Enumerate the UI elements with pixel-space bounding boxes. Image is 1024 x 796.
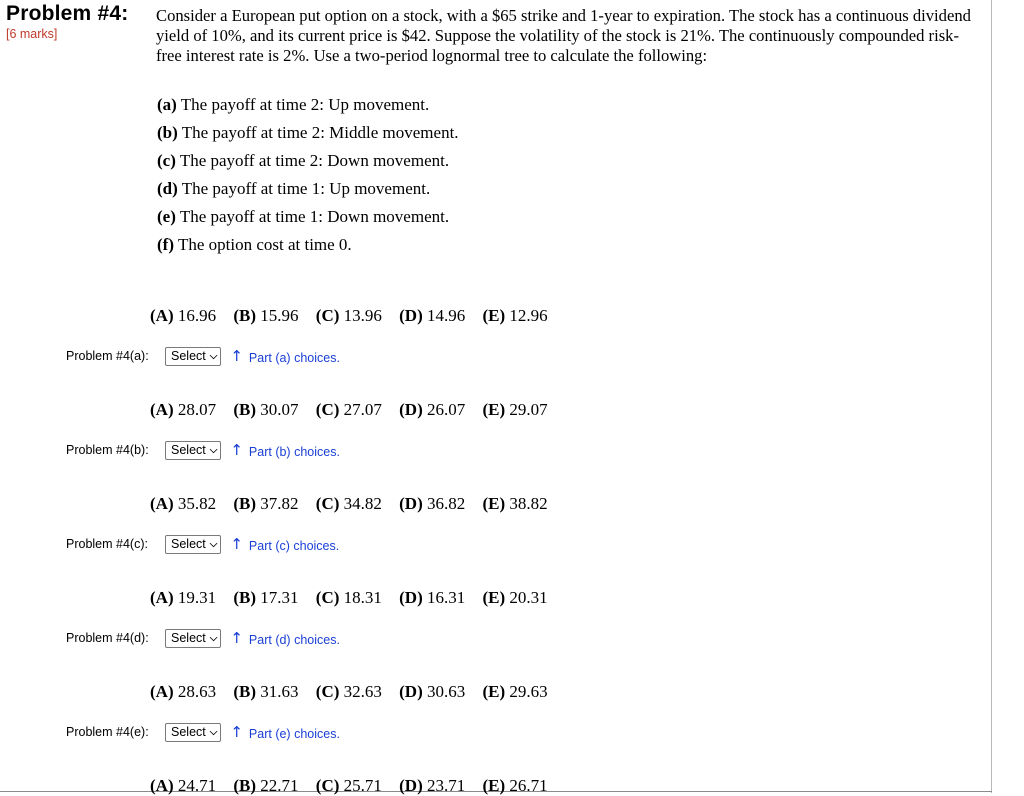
answer-select-e[interactable]	[165, 723, 221, 742]
select-value: Select	[171, 443, 206, 457]
choice-value: 18.31	[343, 588, 382, 607]
select-value: Select	[171, 631, 206, 645]
choice-letter: (B)	[233, 400, 257, 419]
question-row-a	[66, 345, 340, 367]
choice	[399, 588, 465, 607]
choice-value: 29.63	[509, 682, 548, 701]
right-divider	[991, 0, 992, 793]
part-choices-link: Part (b) choices.	[248, 445, 340, 459]
choice-value: 28.07	[177, 400, 217, 419]
choice-letter: (E)	[482, 400, 506, 419]
choice	[399, 306, 465, 325]
choice	[316, 776, 382, 795]
answer-select-d[interactable]	[165, 629, 221, 648]
part-e	[157, 206, 459, 234]
part-f	[157, 234, 459, 262]
choice-letter: (D)	[399, 588, 423, 607]
problem-title: Problem #4:	[6, 2, 129, 25]
choice-letter: (E)	[482, 494, 506, 513]
choice	[150, 776, 216, 795]
chevron-down-icon: ⌵	[209, 538, 218, 550]
choice	[483, 400, 548, 419]
part-text: The payoff at time 2: Middle movement.	[181, 123, 459, 142]
choice	[233, 400, 298, 419]
arrow-up-icon: ↑	[230, 628, 243, 647]
chevron-down-icon: ⌵	[209, 632, 218, 644]
choice	[316, 306, 382, 325]
part-d	[157, 178, 459, 206]
choice	[483, 306, 548, 325]
choice	[150, 494, 216, 513]
choice-letter: (D)	[399, 400, 423, 419]
part-a	[157, 94, 459, 122]
choice-letter: (C)	[315, 306, 340, 325]
answer-select-b[interactable]	[165, 441, 221, 460]
choice-value: 26.71	[509, 776, 548, 795]
choice	[316, 400, 382, 419]
choice	[483, 588, 548, 607]
choice-value: 31.63	[260, 682, 299, 701]
question-row-c	[66, 533, 339, 555]
choices-c	[150, 494, 561, 514]
choice	[399, 776, 465, 795]
select-value: Select	[171, 725, 206, 739]
choice-value: 32.63	[343, 682, 382, 701]
part-letter: (b)	[157, 123, 178, 142]
question-label: Problem #4(b):	[66, 443, 149, 457]
chevron-down-icon: ⌵	[209, 726, 218, 738]
choice-letter: (D)	[399, 306, 423, 325]
part-letter: (a)	[157, 95, 177, 114]
choice-value: 28.63	[177, 682, 217, 701]
choice	[233, 494, 298, 513]
choice-value: 19.31	[177, 588, 217, 607]
choice-value: 16.31	[427, 588, 466, 607]
arrow-up-icon: ↑	[230, 440, 243, 459]
choice-letter: (A)	[150, 494, 174, 513]
choice-letter: (A)	[150, 776, 174, 795]
choice-value: 23.71	[427, 776, 466, 795]
choice	[399, 400, 465, 419]
choice	[399, 494, 465, 513]
choices-d	[150, 588, 561, 608]
choice-letter: (E)	[482, 776, 506, 795]
parts-list	[157, 94, 459, 262]
part-text: The option cost at time 0.	[177, 235, 352, 254]
choice	[150, 682, 216, 701]
choice	[316, 682, 382, 701]
choice	[483, 776, 548, 795]
choice-letter: (A)	[150, 682, 174, 701]
choice-letter: (E)	[482, 306, 506, 325]
choice	[150, 588, 216, 607]
part-letter: (f)	[157, 235, 174, 254]
part-letter: (c)	[157, 151, 176, 170]
choice-letter: (A)	[150, 588, 174, 607]
choice-value: 34.82	[343, 494, 382, 513]
choice-letter: (C)	[315, 494, 340, 513]
choice-value: 36.82	[427, 494, 466, 513]
choice-value: 35.82	[177, 494, 217, 513]
part-text: The payoff at time 2: Down movement.	[179, 151, 450, 170]
choice-value: 25.71	[343, 776, 382, 795]
choice-letter: (A)	[150, 306, 174, 325]
choices-e	[150, 682, 561, 702]
choice-value: 12.96	[509, 306, 548, 325]
question-row-e	[66, 721, 340, 743]
choice-letter: (C)	[315, 776, 340, 795]
answer-select-a[interactable]	[165, 347, 221, 366]
choice-letter: (E)	[482, 682, 506, 701]
part-text: The payoff at time 1: Down movement.	[179, 207, 450, 226]
choice-value: 27.07	[343, 400, 382, 419]
choice-letter: (B)	[233, 588, 257, 607]
choice-letter: (D)	[399, 494, 423, 513]
arrow-up-icon: ↑	[230, 722, 243, 741]
choice	[316, 494, 382, 513]
choice	[483, 682, 548, 701]
choice-letter: (B)	[233, 306, 257, 325]
choice-letter: (B)	[233, 776, 257, 795]
chevron-down-icon: ⌵	[209, 350, 218, 362]
choice-letter: (A)	[150, 400, 174, 419]
part-choices-link: Part (d) choices.	[248, 633, 340, 647]
choice-value: 26.07	[427, 400, 466, 419]
part-b	[157, 122, 459, 150]
choice-value: 22.71	[260, 776, 299, 795]
choice-letter: (B)	[233, 682, 257, 701]
part-c	[157, 150, 459, 178]
select-value: Select	[171, 349, 206, 363]
question-label: Problem #4(c):	[66, 537, 148, 551]
choice-letter: (B)	[233, 494, 257, 513]
arrow-up-icon: ↑	[230, 534, 243, 553]
choice-letter: (C)	[315, 400, 340, 419]
problem-statement: Consider a European put option on a stock, with a $65 strike and 1-year to expiration. The stock has a continuous dividend yield of 10%, and its current price is $42. Suppose the volatility of the stock is 21%. The continuously compounded risk-free interest rate is 2%. Use a two-period lognormal tree to calculate the following:	[156, 6, 971, 65]
part-choices-link: Part (a) choices.	[248, 351, 340, 365]
answer-select-c[interactable]	[165, 535, 221, 554]
choice-letter: (D)	[399, 682, 423, 701]
question-row-d	[66, 627, 340, 649]
choice-letter: (D)	[399, 776, 423, 795]
part-letter: (e)	[157, 207, 176, 226]
choice	[150, 400, 216, 419]
part-letter: (d)	[157, 179, 178, 198]
choice	[483, 494, 548, 513]
choice-value: 38.82	[509, 494, 548, 513]
choice	[150, 306, 216, 325]
choice-letter: (C)	[315, 682, 340, 701]
choice-value: 14.96	[427, 306, 466, 325]
choices-f	[150, 776, 561, 796]
choice-value: 20.31	[509, 588, 548, 607]
question-label: Problem #4(a):	[66, 349, 149, 363]
choice	[233, 682, 298, 701]
choices-b	[150, 400, 561, 420]
choice-value: 17.31	[260, 588, 299, 607]
choice-value: 37.82	[260, 494, 299, 513]
select-value: Select	[171, 537, 206, 551]
question-row-b	[66, 439, 340, 461]
problem-marks: [6 marks]	[6, 27, 58, 41]
choice	[316, 588, 382, 607]
question-label: Problem #4(e):	[66, 725, 149, 739]
choices-a	[150, 306, 561, 326]
part-choices-link: Part (c) choices.	[248, 539, 340, 553]
choice-letter: (C)	[315, 588, 340, 607]
choice-value: 30.63	[427, 682, 466, 701]
choice-value: 30.07	[260, 400, 299, 419]
choice-value: 29.07	[509, 400, 548, 419]
choice-letter: (E)	[482, 588, 506, 607]
choice-value: 16.96	[177, 306, 217, 325]
part-choices-link: Part (e) choices.	[248, 727, 340, 741]
question-label: Problem #4(d):	[66, 631, 149, 645]
arrow-up-icon: ↑	[230, 346, 243, 365]
choice	[233, 776, 298, 795]
choice	[399, 682, 465, 701]
choice-value: 24.71	[177, 776, 217, 795]
choice	[233, 588, 298, 607]
chevron-down-icon: ⌵	[209, 444, 218, 456]
choice-value: 15.96	[260, 306, 299, 325]
choice	[233, 306, 298, 325]
part-text: The payoff at time 1: Up movement.	[181, 179, 431, 198]
choice-value: 13.96	[343, 306, 382, 325]
part-text: The payoff at time 2: Up movement.	[180, 95, 430, 114]
